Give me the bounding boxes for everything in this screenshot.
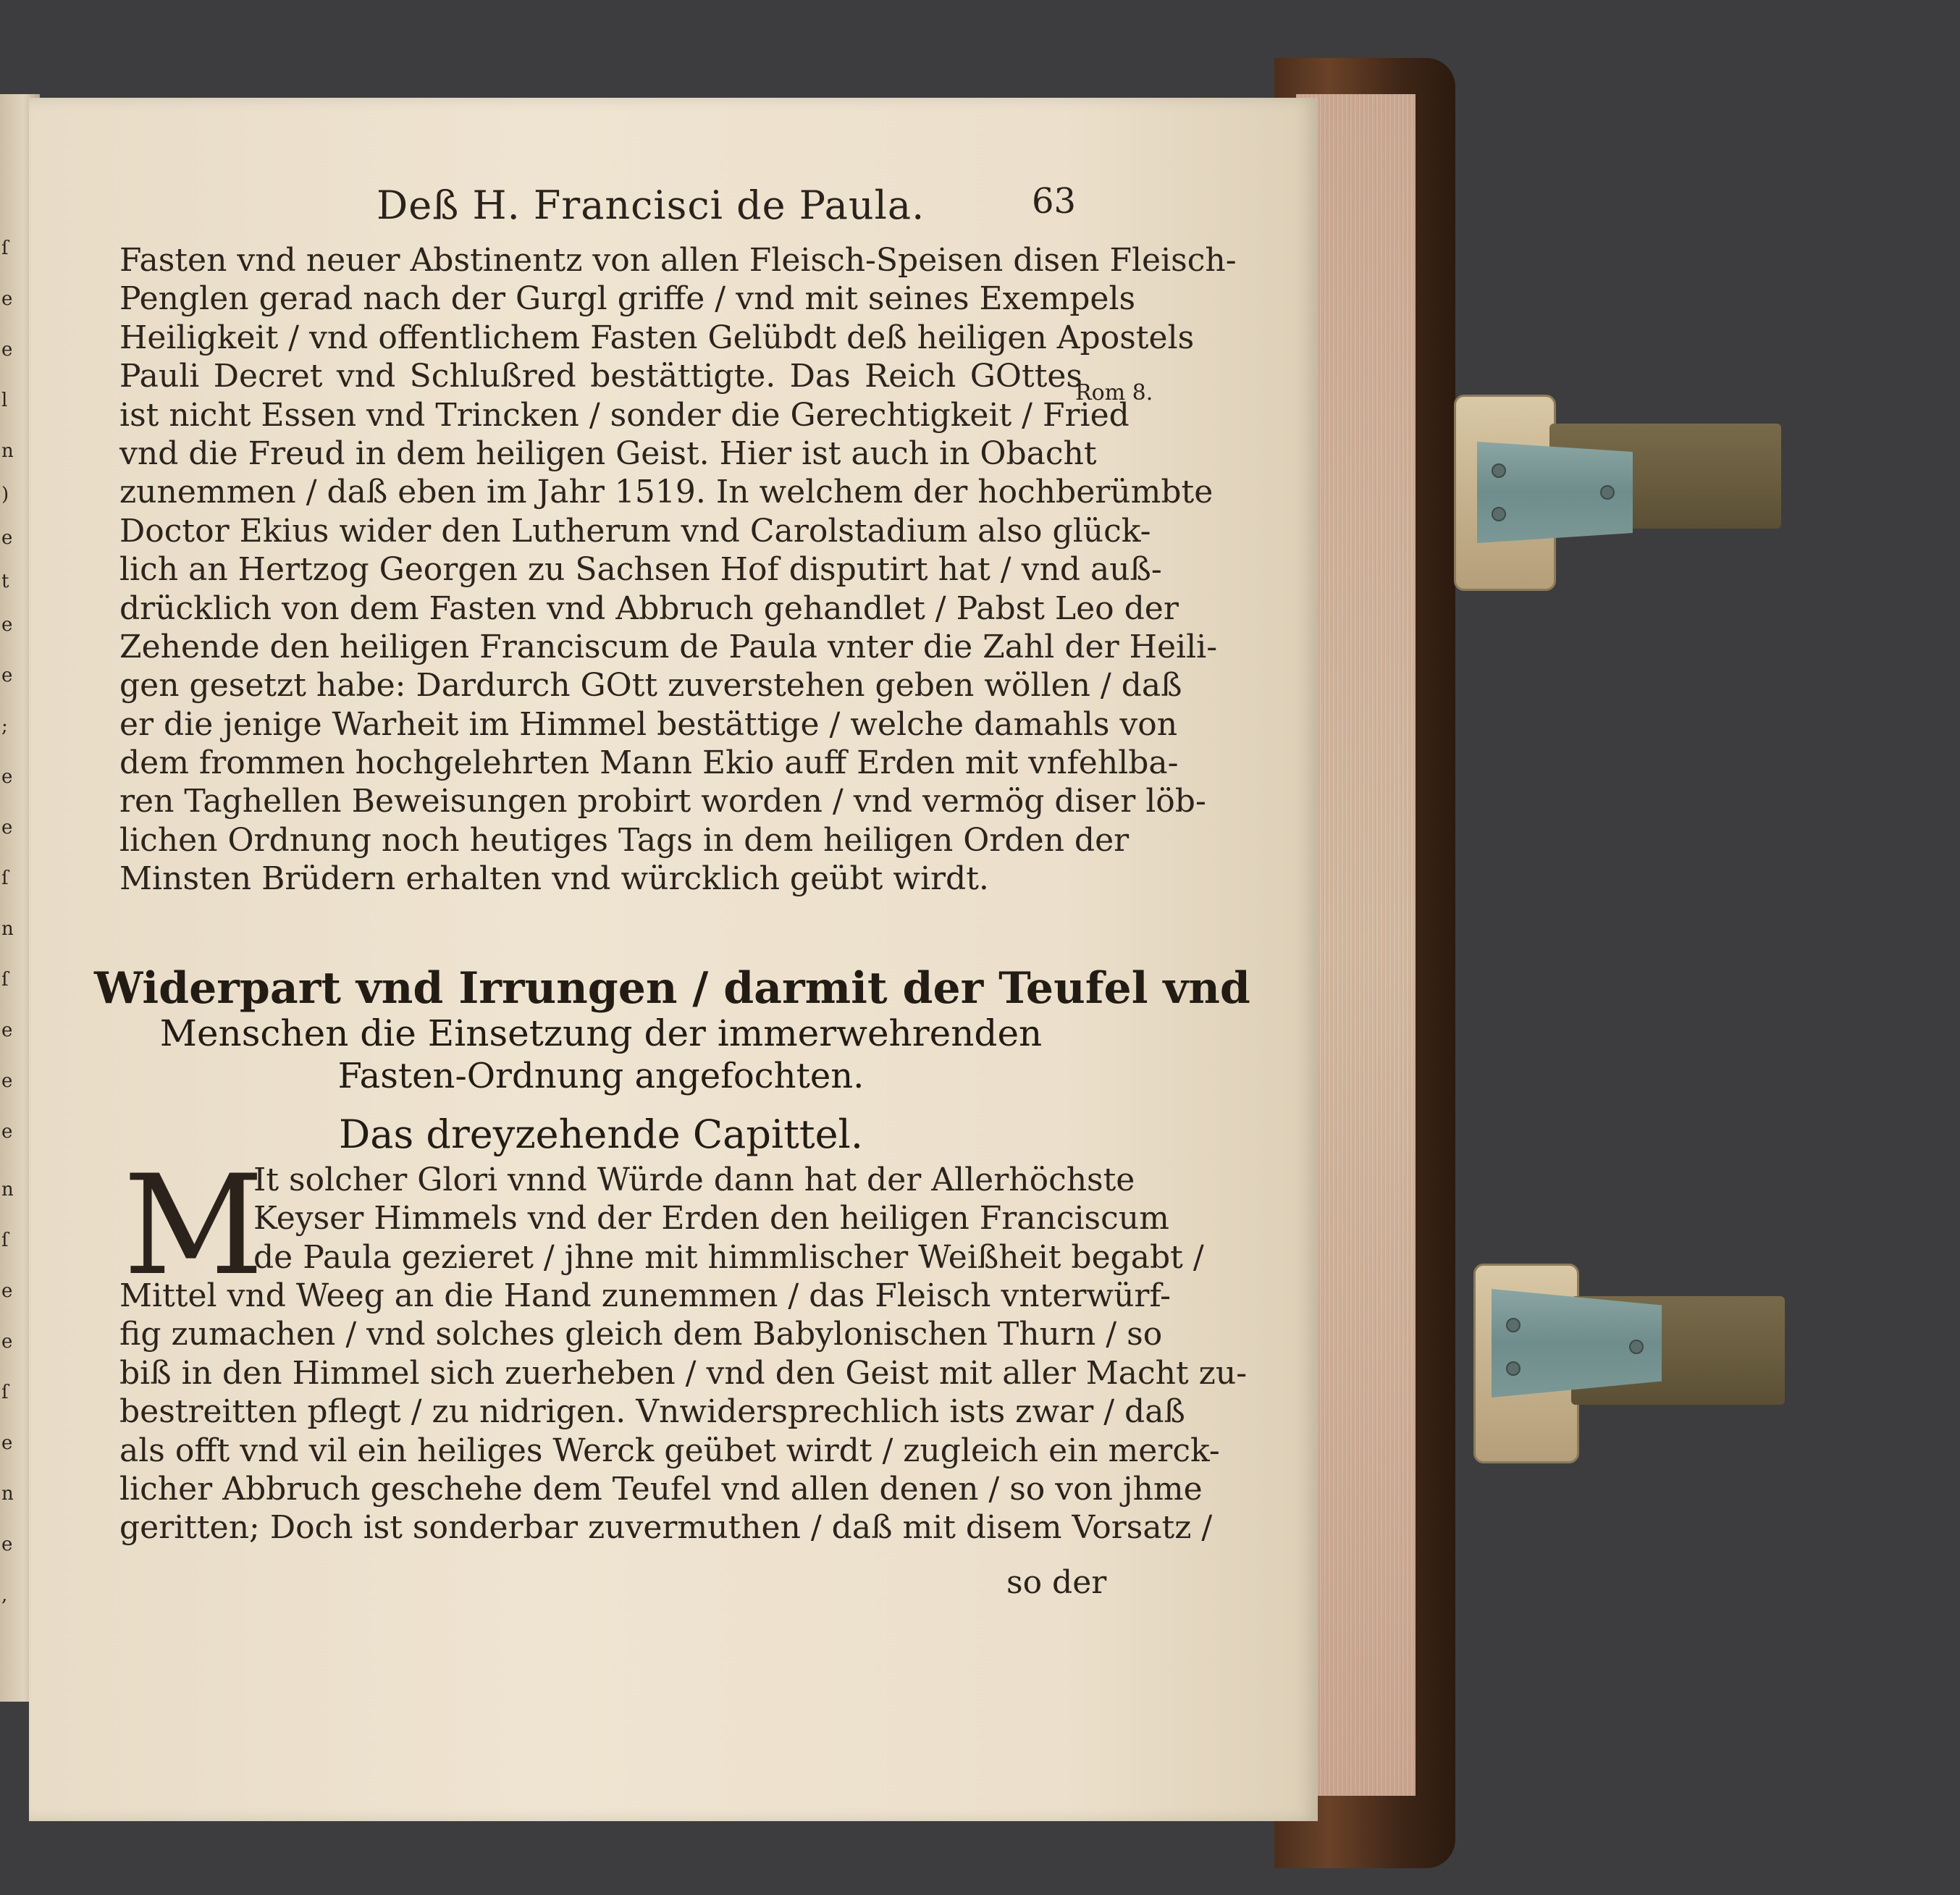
text-line: Doctor Ekius wider den Lutherum vnd Carolstadium also glück- (119, 512, 1151, 550)
text-line: bestreitten pflegt / zu nidrigen. Vnwidersprechlich ists zwar / daß (119, 1393, 1185, 1431)
text-line: Zehende den heiligen Franciscum de Paula vnter die Zahl der Heili- (119, 628, 1218, 665)
text-line: licher Abbruch geschehe dem Teufel vnd allen denen / so von jhme (119, 1470, 1203, 1508)
section-heading-line-2: Menschen die Einsetzung der immerwehrenden (159, 1012, 1043, 1054)
text-line: Fasten vnd neuer Abstinentz von allen Fleisch-Speisen disen Fleisch- (119, 242, 1237, 279)
section-heading-line-3: Fasten-Ordnung angefochten. (337, 1056, 865, 1096)
section-heading-line-1: Widerpart vnd Irrungen / darmit der Teufel vnd (94, 963, 1250, 1014)
text-line: fig zumachen / vnd solches gleich dem Babylonischen Thurn / so (119, 1316, 1163, 1353)
decorated-initial: M (123, 1146, 264, 1306)
text-line: zunemmen / daß eben im Jahr 1519. In welchem der hochberümbte (119, 474, 1214, 511)
text-line: Minsten Brüdern erhalten vnd würcklich geübt wirdt. (119, 860, 989, 898)
text-line: Heiligkeit / vnd offentlichem Fasten Gelübdt deß heiligen Apostels (119, 319, 1195, 356)
text-line: vnd die Freud in dem heiligen Geist. Hier ist auch in Obacht (119, 434, 1097, 472)
upper-clasp-plate (1477, 442, 1633, 543)
chapter-title: Das dreyzehende Capittel. (339, 1112, 863, 1157)
text-line: lichen Ordnung noch heutiges Tags in dem heiligen Orden der (119, 821, 1130, 859)
text-line: ist nicht Essen vnd Trincken / sonder die Gerechtigkeit / Fried (119, 396, 1130, 434)
margin-note: Rom 8. (1075, 380, 1153, 406)
text-line: ren Taghellen Beweisungen probirt worden / vnd vermög diser löb- (119, 783, 1206, 820)
text-line: de Paula gezieret / jhne mit himmlischer Weißheit begabt / (253, 1238, 1204, 1276)
text-line: It solcher Glori vnnd Würde dann hat der Allerhöchste (253, 1161, 1135, 1198)
chapter-text-block (119, 1277, 1248, 1547)
lower-clasp-plate (1492, 1289, 1662, 1398)
catchword: so der (1006, 1564, 1107, 1601)
text-line: als offt vnd vil ein heiliges Werck geübet wirdt / zugleich ein merck- (119, 1432, 1220, 1469)
text-line: Mittel vnd Weeg an die Hand zunemmen / das Fleisch vnterwürf- (119, 1277, 1172, 1314)
chapter-indented-text (253, 1161, 1204, 1277)
text-line: Pauli Decret vnd Schlußred bestättigte. Das Reich GOttes (119, 358, 1082, 395)
text-line: biß in den Himmel sich zuerheben / vnd den Geist mit aller Macht zu- (119, 1354, 1248, 1392)
text-line: dem frommen hochgelehrten Mann Ekio auff Erden mit vnfehlba- (119, 744, 1179, 782)
text-line: lich an Hertzog Georgen zu Sachsen Hof disputirt hat / vnd auß- (119, 551, 1162, 589)
text-line: drücklich von dem Fasten vnd Abbruch gehandlet / Pabst Leo der (119, 589, 1179, 627)
text-line: gen gesetzt habe: Dardurch GOtt zuverstehen geben wöllen / daß (119, 667, 1182, 705)
text-line: er die jenige Warheit im Himmel bestättige / welche damahls von (119, 705, 1178, 743)
text-line: Penglen gerad nach der Gurgl griffe / vnd mit seines Exempels (119, 280, 1136, 318)
text-line: geritten; Doch ist sonderbar zuvermuthen / daß mit disem Vorsatz / (119, 1509, 1213, 1547)
left-page-edge: ſ e e l n ) e t e e ; e e ſ n ſ e e e n ſ e e ſ e n e , (0, 94, 40, 1702)
text-line: Keyser Himmels vnd der Erden den heiligen Franciscum (253, 1200, 1169, 1238)
page-number: 63 (1032, 181, 1077, 222)
running-head-title: Deß H. Francisci de Paula. (377, 182, 925, 228)
